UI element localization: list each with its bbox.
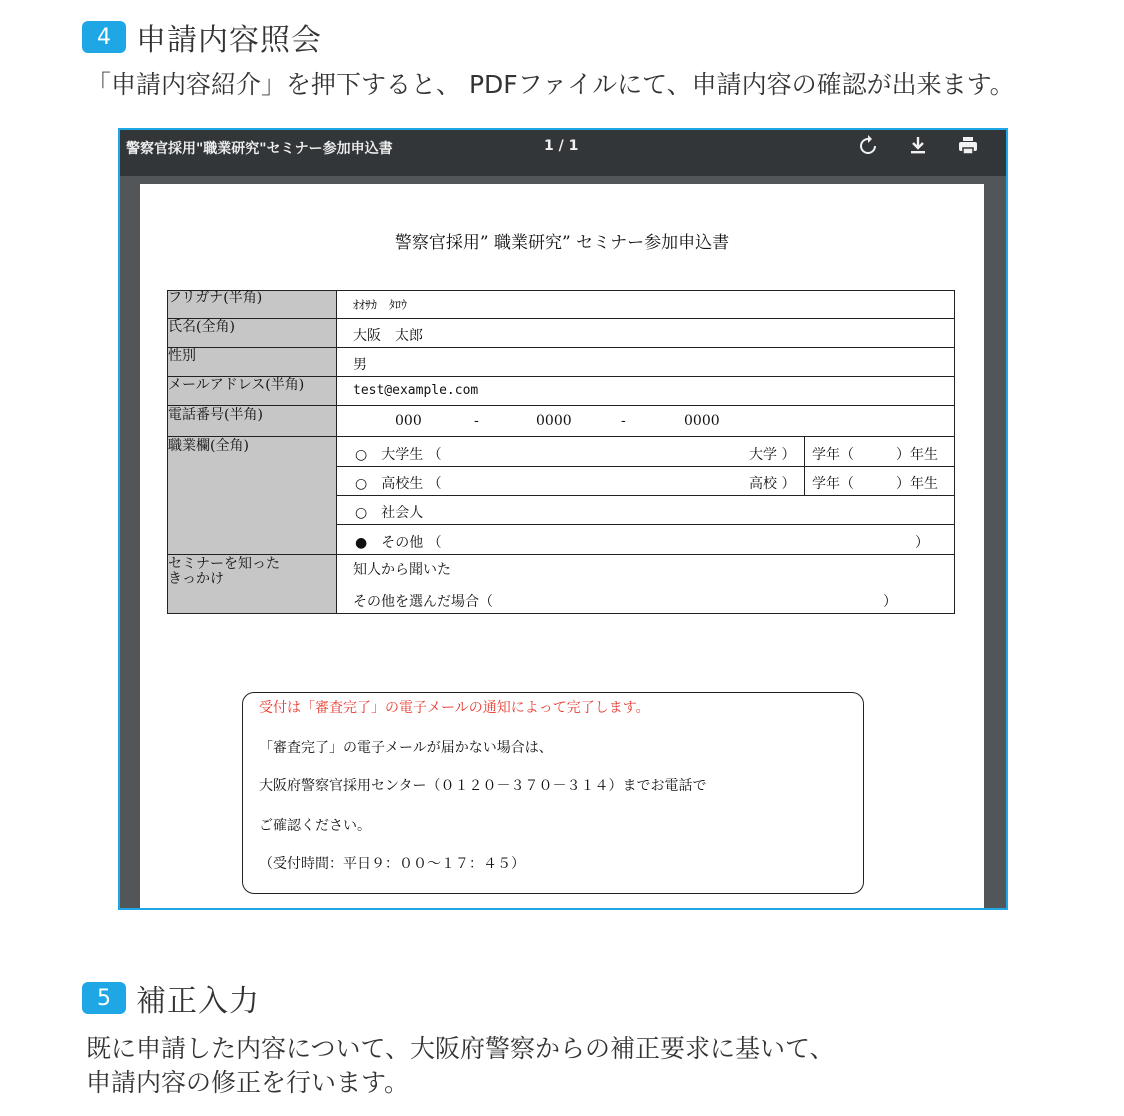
label-email: メールアドレス(半角)	[168, 377, 305, 393]
step-number-badge: 4	[82, 21, 126, 53]
print-icon[interactable]	[956, 134, 980, 158]
option-highschool: ○ 高校生 （	[355, 476, 442, 492]
value-gender: 男	[353, 357, 367, 373]
value-trigger-other: その他を選んだ場合（	[353, 594, 493, 610]
label-name: 氏名(全角)	[168, 319, 235, 335]
label-trigger-2: きっかけ	[168, 571, 224, 587]
step-5-description-line-2: 申請内容の修正を行います。	[86, 1068, 410, 1097]
step-5-heading	[82, 976, 260, 1020]
option-working: ○ 社会人	[355, 505, 424, 521]
value-phone-part2: 0000	[536, 413, 572, 429]
pdf-toolbar	[120, 130, 1006, 176]
value-phone-sep2: -	[621, 413, 626, 429]
value-furigana: ｵｵｻｶ ﾀﾛｳ	[353, 298, 408, 312]
value-name: 大阪 太郎	[353, 328, 423, 344]
label-furigana: フリガナ(半角)	[168, 290, 263, 306]
option-highschool-end: 高校 ）	[749, 476, 796, 492]
pdf-document-title: 警察官採用"職業研究"セミナー参加申込書	[126, 141, 393, 157]
pdf-viewer	[118, 128, 1008, 910]
step-title: 補正入力	[136, 984, 260, 1019]
label-trigger-1: セミナーを知った	[168, 556, 280, 572]
label-phone: 電話番号(半角)	[168, 407, 263, 423]
notice-box	[242, 692, 864, 894]
step-4-description: 「申請内容紹介」を押下すると、 PDFファイルにて、申請内容の確認が出来ます。	[86, 70, 1015, 99]
label-gender: 性別	[168, 348, 196, 364]
option-university: ○ 大学生 （	[355, 447, 442, 463]
option-highschool-grade: 学年（ ）年生	[812, 476, 938, 492]
step-4-heading	[82, 15, 322, 59]
option-other-selected: ● その他 （	[355, 535, 442, 551]
value-trigger: 知人から聞いた	[353, 562, 451, 578]
rotate-icon[interactable]	[856, 134, 880, 158]
value-phone-sep1: -	[474, 413, 479, 429]
application-form-table	[167, 290, 955, 614]
step-number-badge: 5	[82, 982, 126, 1014]
notice-line-4: ご確認ください。	[259, 818, 371, 834]
value-phone-part1: 000	[395, 413, 422, 429]
document-title: 警察官採用” 職業研究” セミナー参加申込書	[394, 233, 730, 253]
notice-line-2: 「審査完了」の電子メールが届かない場合は、	[259, 740, 553, 756]
download-icon[interactable]	[906, 134, 930, 158]
notice-line-3: 大阪府警察官採用センター（０１２０－３７０－３１４）までお電話で	[259, 778, 707, 794]
value-trigger-other-end: ）	[883, 594, 897, 610]
notice-line-5: （受付時間：平日９：００～１７：４５）	[259, 856, 525, 872]
value-phone-part3: 0000	[684, 413, 720, 429]
pdf-page	[140, 184, 984, 910]
notice-highlight: 受付は「審査完了」の電子メールの通知によって完了します。	[259, 700, 650, 716]
value-email: test@example.com	[353, 383, 479, 398]
option-other-end: ）	[915, 535, 929, 551]
option-university-end: 大学 ）	[749, 447, 796, 463]
step-5-description-line-1: 既に申請した内容について、大阪府警察からの補正要求に基いて、	[86, 1034, 835, 1063]
option-university-grade: 学年（ ）年生	[812, 447, 938, 463]
pdf-page-indicator: 1 / 1	[544, 138, 579, 154]
label-occupation: 職業欄(全角)	[168, 438, 249, 454]
step-title: 申請内容照会	[136, 23, 322, 58]
